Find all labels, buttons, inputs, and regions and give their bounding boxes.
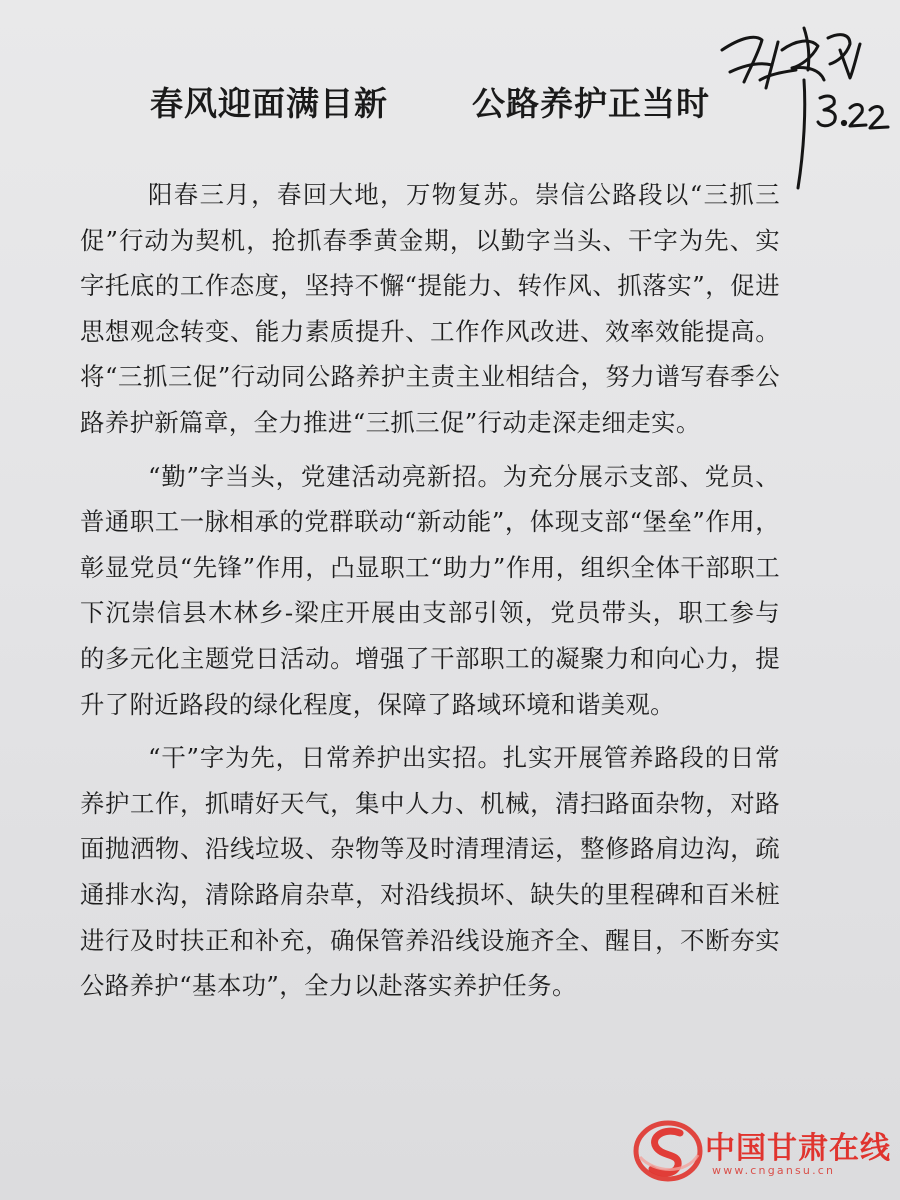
watermark-site-name: 中国甘肃在线 bbox=[705, 1131, 891, 1166]
title-part-2: 公路养护正当时 bbox=[472, 84, 710, 123]
handwritten-signature bbox=[700, 10, 900, 195]
title-part-1: 春风迎面满目新 bbox=[150, 84, 388, 123]
paragraph-1: 阳春三月，春回大地，万物复苏。崇信公路段以“三抓三促”行动为契机，抢抓春季黄金期，以勤字当头、干字为先、实字托底的工作态度，坚持不懈“提能力、转作风、抓落实”，促进思想观念转变、能力素质提升、工作作风改进、效率效能提高。将“三抓三促”行动同公路养护主责主业相结合，努力谱写春季公路养护新篇章，全力推进“三抓三促”行动走深走细走实。 bbox=[80, 180, 780, 437]
paragraph-3: “干”字为先，日常养护出实招。扎实开展管养路段的日常养护工作，抓晴好天气，集中人力、机械，清扫路面杂物，对路面抛洒物、沿线垃圾、杂物等及时清理清运，整修路肩边沟，疏通排水沟，清除路肩杂草，对沿线损坏、缺失的里程碑和百米桩进行及时扶正和补充，确保管养沿线设施齐全、醒目，不断夯实公路养护“基本功”，全力以赴落实养护任务。 bbox=[80, 743, 780, 1001]
paragraph-2: “勤”字当头，党建活动亮新招。为充分展示支部、党员、普通职工一脉相承的党群联动“新动能”，体现支部“堡垒”作用，彰显党员“先锋”作用，凸显职工“助力”作用，组织全体干部职工下沉崇信县木林乡-梁庄开展由支部引领，党员带头，职工参与的多元化主题党日活动。增强了干部职工的凝聚力和向心力，提升了附近路段的绿化程度，保障了路域环境和谐美观。 bbox=[80, 461, 780, 719]
document-body bbox=[80, 172, 780, 1009]
watermark-url: www.cngansu.cn bbox=[712, 1164, 836, 1177]
